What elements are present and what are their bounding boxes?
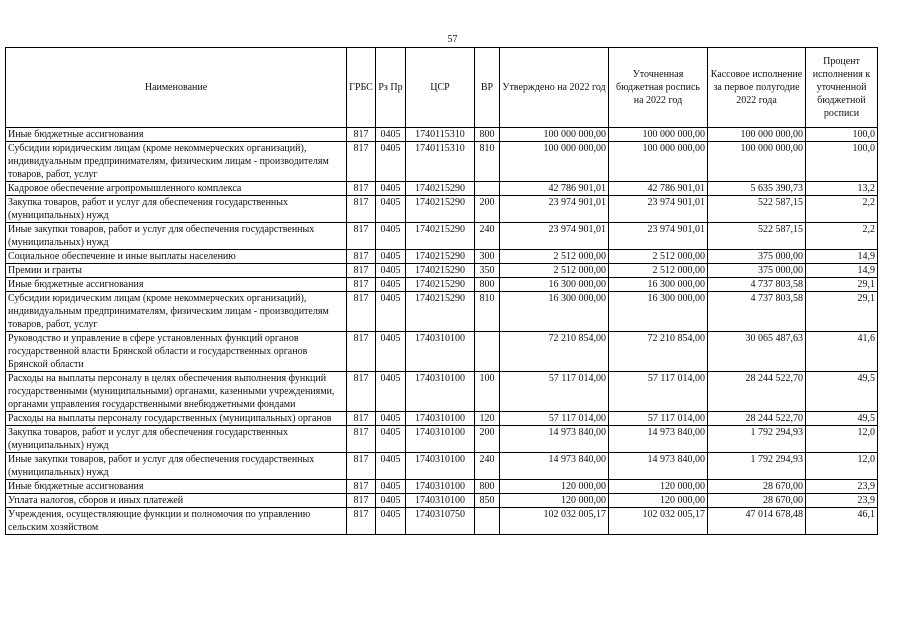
cell-percent: 100,0 [806,128,878,142]
cell-refined: 14 973 840,00 [609,426,708,453]
cell-grbs: 817 [347,278,376,292]
cell-csr: 1740310100 [406,426,475,453]
header-vr: ВР [475,48,500,128]
cell-approved: 120 000,00 [500,494,609,508]
cell-cash: 28 244 522,70 [708,412,806,426]
cell-csr: 1740215290 [406,196,475,223]
cell-name: Иные закупки товаров, работ и услуг для обеспечения государственных (муниципальных) нужд [6,223,347,250]
cell-vr: 100 [475,372,500,412]
cell-grbs: 817 [347,480,376,494]
table-row [6,142,878,182]
cell-vr: 240 [475,453,500,480]
cell-approved: 57 117 014,00 [500,372,609,412]
cell-vr: 800 [475,278,500,292]
cell-vr: 800 [475,128,500,142]
cell-percent: 2,2 [806,223,878,250]
cell-name: Субсидии юридическим лицам (кроме некоммерческих организаций), индивидуальным предпринимателям, физическим лицам - производителям товаров, работ, услуг [6,142,347,182]
cell-grbs: 817 [347,250,376,264]
cell-rzpr: 0405 [376,142,406,182]
table-row [6,372,878,412]
cell-cash: 28 670,00 [708,494,806,508]
cell-csr: 1740115310 [406,128,475,142]
cell-rzpr: 0405 [376,223,406,250]
table-row [6,480,878,494]
cell-rzpr: 0405 [376,250,406,264]
cell-approved: 102 032 005,17 [500,508,609,535]
cell-vr: 850 [475,494,500,508]
cell-percent: 49,5 [806,372,878,412]
cell-rzpr: 0405 [376,332,406,372]
table-row [6,128,878,142]
cell-vr [475,182,500,196]
cell-grbs: 817 [347,426,376,453]
header-refined: Уточненная бюджетная роспись на 2022 год [609,48,708,128]
cell-name: Премии и гранты [6,264,347,278]
cell-approved: 120 000,00 [500,480,609,494]
cell-refined: 16 300 000,00 [609,292,708,332]
cell-grbs: 817 [347,142,376,182]
cell-rzpr: 0405 [376,196,406,223]
cell-cash: 28 244 522,70 [708,372,806,412]
header-csr: ЦСР [406,48,475,128]
cell-vr: 800 [475,480,500,494]
cell-percent: 41,6 [806,332,878,372]
cell-csr: 1740310100 [406,494,475,508]
cell-name: Иные бюджетные ассигнования [6,128,347,142]
cell-vr: 810 [475,292,500,332]
cell-vr: 120 [475,412,500,426]
header-rzpr: Рз Пр [376,48,406,128]
cell-name: Руководство и управление в сфере установленных функций органов государственной власти Брянской области и государственных органов Брянской области [6,332,347,372]
cell-percent: 29,1 [806,292,878,332]
cell-vr: 200 [475,196,500,223]
cell-refined: 23 974 901,01 [609,196,708,223]
cell-approved: 72 210 854,00 [500,332,609,372]
table-row [6,332,878,372]
table-row [6,494,878,508]
cell-rzpr: 0405 [376,412,406,426]
cell-csr: 1740215290 [406,223,475,250]
cell-refined: 120 000,00 [609,494,708,508]
cell-grbs: 817 [347,412,376,426]
cell-name: Субсидии юридическим лицам (кроме некоммерческих организаций), индивидуальным предпринимателям, физическим лицам - производителям товаров, работ, услуг [6,292,347,332]
cell-percent: 23,9 [806,480,878,494]
cell-percent: 49,5 [806,412,878,426]
cell-approved: 2 512 000,00 [500,264,609,278]
cell-cash: 100 000 000,00 [708,142,806,182]
table-row [6,508,878,535]
cell-rzpr: 0405 [376,278,406,292]
cell-csr: 1740310750 [406,508,475,535]
page-number: 57 [447,34,458,45]
cell-refined: 72 210 854,00 [609,332,708,372]
cell-vr: 300 [475,250,500,264]
cell-refined: 23 974 901,01 [609,223,708,250]
cell-name: Иные бюджетные ассигнования [6,278,347,292]
cell-refined: 102 032 005,17 [609,508,708,535]
cell-grbs: 817 [347,182,376,196]
cell-cash: 522 587,15 [708,223,806,250]
header-name: Наименование [6,48,347,128]
cell-rzpr: 0405 [376,182,406,196]
table-body [6,128,878,535]
cell-name: Учреждения, осуществляющие функции и полномочия по управлению сельским хозяйством [6,508,347,535]
cell-vr: 810 [475,142,500,182]
cell-percent: 29,1 [806,278,878,292]
cell-approved: 16 300 000,00 [500,278,609,292]
cell-refined: 42 786 901,01 [609,182,708,196]
cell-csr: 1740215290 [406,264,475,278]
cell-approved: 23 974 901,01 [500,196,609,223]
cell-name: Расходы на выплаты персоналу государственных (муниципальных) органов [6,412,347,426]
cell-percent: 12,0 [806,453,878,480]
cell-rzpr: 0405 [376,508,406,535]
cell-name: Иные закупки товаров, работ и услуг для обеспечения государственных (муниципальных) нужд [6,453,347,480]
cell-vr: 200 [475,426,500,453]
cell-csr: 1740215290 [406,278,475,292]
cell-grbs: 817 [347,332,376,372]
cell-refined: 2 512 000,00 [609,264,708,278]
cell-vr [475,508,500,535]
table-row [6,412,878,426]
cell-vr: 240 [475,223,500,250]
cell-refined: 57 117 014,00 [609,412,708,426]
cell-grbs: 817 [347,494,376,508]
cell-cash: 1 792 294,93 [708,426,806,453]
cell-name: Уплата налогов, сборов и иных платежей [6,494,347,508]
cell-rzpr: 0405 [376,292,406,332]
cell-refined: 14 973 840,00 [609,453,708,480]
cell-csr: 1740310100 [406,372,475,412]
cell-cash: 1 792 294,93 [708,453,806,480]
table-row [6,453,878,480]
cell-rzpr: 0405 [376,426,406,453]
table-header [6,48,878,128]
cell-csr: 1740215290 [406,182,475,196]
cell-cash: 100 000 000,00 [708,128,806,142]
header-percent: Процент исполнения к уточненной бюджетной росписи [806,48,878,128]
cell-name: Кадровое обеспечение агропромышленного комплекса [6,182,347,196]
cell-rzpr: 0405 [376,480,406,494]
table-row [6,264,878,278]
table-row [6,196,878,223]
cell-refined: 120 000,00 [609,480,708,494]
cell-percent: 14,9 [806,264,878,278]
cell-cash: 47 014 678,48 [708,508,806,535]
table-row [6,426,878,453]
table-row [6,182,878,196]
cell-refined: 100 000 000,00 [609,142,708,182]
cell-percent: 13,2 [806,182,878,196]
header-approved: Утверждено на 2022 год [500,48,609,128]
cell-name: Социальное обеспечение и иные выплаты населению [6,250,347,264]
cell-grbs: 817 [347,292,376,332]
cell-approved: 14 973 840,00 [500,426,609,453]
cell-cash: 4 737 803,58 [708,292,806,332]
cell-grbs: 817 [347,508,376,535]
cell-refined: 57 117 014,00 [609,372,708,412]
cell-approved: 42 786 901,01 [500,182,609,196]
cell-csr: 1740310100 [406,412,475,426]
cell-refined: 2 512 000,00 [609,250,708,264]
cell-cash: 28 670,00 [708,480,806,494]
header-grbs: ГРБС [347,48,376,128]
cell-rzpr: 0405 [376,128,406,142]
cell-grbs: 817 [347,196,376,223]
table-row [6,278,878,292]
cell-percent: 2,2 [806,196,878,223]
cell-vr: 350 [475,264,500,278]
cell-approved: 14 973 840,00 [500,453,609,480]
cell-name: Закупка товаров, работ и услуг для обеспечения государственных (муниципальных) нужд [6,426,347,453]
cell-rzpr: 0405 [376,372,406,412]
cell-rzpr: 0405 [376,494,406,508]
cell-csr: 1740310100 [406,480,475,494]
cell-cash: 5 635 390,73 [708,182,806,196]
cell-rzpr: 0405 [376,453,406,480]
cell-percent: 14,9 [806,250,878,264]
cell-csr: 1740310100 [406,453,475,480]
cell-csr: 1740115310 [406,142,475,182]
cell-approved: 2 512 000,00 [500,250,609,264]
cell-approved: 100 000 000,00 [500,128,609,142]
cell-vr [475,332,500,372]
cell-cash: 4 737 803,58 [708,278,806,292]
cell-approved: 16 300 000,00 [500,292,609,332]
cell-grbs: 817 [347,128,376,142]
cell-approved: 57 117 014,00 [500,412,609,426]
cell-approved: 23 974 901,01 [500,223,609,250]
cell-percent: 100,0 [806,142,878,182]
cell-grbs: 817 [347,372,376,412]
cell-percent: 46,1 [806,508,878,535]
cell-grbs: 817 [347,453,376,480]
cell-cash: 375 000,00 [708,250,806,264]
table-row [6,250,878,264]
cell-approved: 100 000 000,00 [500,142,609,182]
cell-percent: 23,9 [806,494,878,508]
budget-table [5,47,878,535]
cell-csr: 1740310100 [406,332,475,372]
cell-name: Закупка товаров, работ и услуг для обеспечения государственных (муниципальных) нужд [6,196,347,223]
header-cash: Кассовое исполнение за первое полугодие 2022 года [708,48,806,128]
cell-csr: 1740215290 [406,292,475,332]
cell-percent: 12,0 [806,426,878,453]
cell-rzpr: 0405 [376,264,406,278]
cell-grbs: 817 [347,223,376,250]
cell-cash: 375 000,00 [708,264,806,278]
cell-cash: 522 587,15 [708,196,806,223]
cell-grbs: 817 [347,264,376,278]
table-row [6,223,878,250]
cell-csr: 1740215290 [406,250,475,264]
cell-refined: 100 000 000,00 [609,128,708,142]
cell-refined: 16 300 000,00 [609,278,708,292]
table-row [6,292,878,332]
cell-name: Расходы на выплаты персоналу в целях обеспечения выполнения функций государственными (муниципальными) органами, казенными учреждениями, органами управления государственными внебюджетными фондами [6,372,347,412]
cell-cash: 30 065 487,63 [708,332,806,372]
cell-name: Иные бюджетные ассигнования [6,480,347,494]
